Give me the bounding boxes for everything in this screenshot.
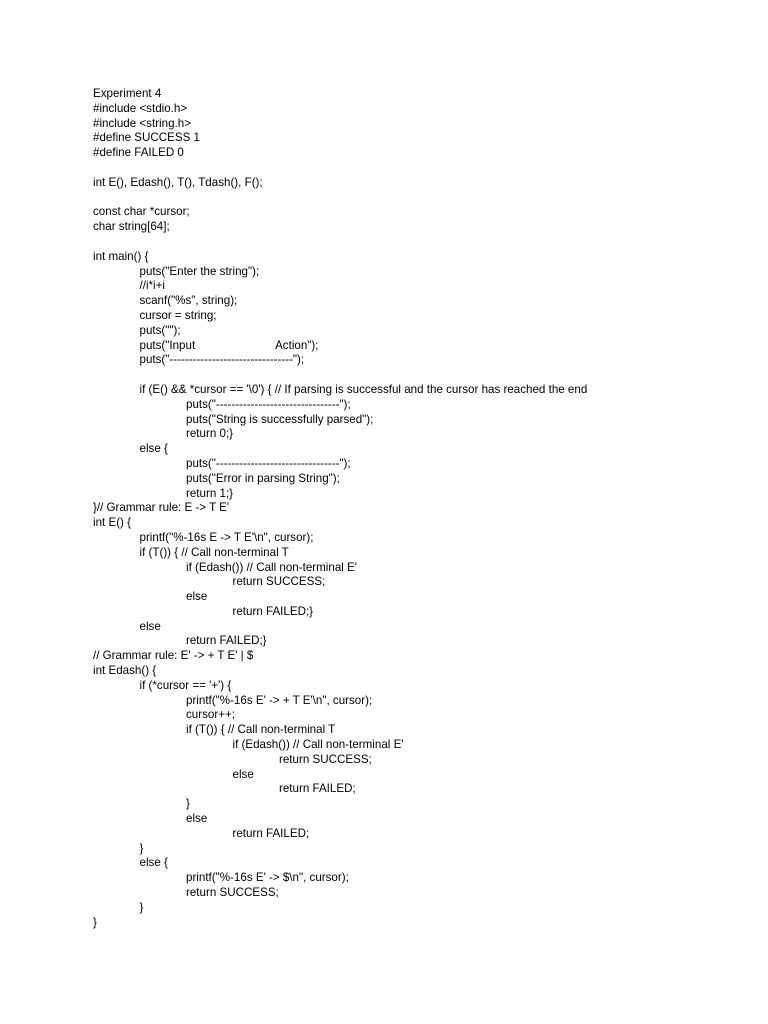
code-line: return FAILED;} xyxy=(232,604,314,618)
code-line: } xyxy=(93,915,97,929)
code-line: cursor = string; xyxy=(139,308,217,322)
code-line: return FAILED;} xyxy=(186,634,267,648)
code-line: const char *cursor; xyxy=(93,205,190,219)
code-line: if (Edash()) // Call non-terminal E' xyxy=(186,560,358,574)
code-line: } xyxy=(186,797,190,811)
code-line: if (E() && *cursor == '\0') { // If parsing is successful and the cursor has reached the end xyxy=(139,382,588,396)
code-line: else xyxy=(139,619,161,633)
code-line: return SUCCESS; xyxy=(279,752,372,766)
code-line: puts("Enter the string"); xyxy=(139,264,260,278)
code-listing xyxy=(93,87,733,930)
blank-line xyxy=(93,161,733,176)
code-line: } xyxy=(139,841,144,855)
code-line: return FAILED; xyxy=(232,826,310,840)
code-line: else xyxy=(232,767,254,781)
code-line: int Edash() { xyxy=(93,664,157,678)
code-line: scanf("%s", string); xyxy=(139,294,238,308)
code-line: puts("Input Action"); xyxy=(139,338,319,352)
code-line: printf("%-16s E -> T E'\n", cursor); xyxy=(139,530,314,544)
code-line: if (*cursor == '+') { xyxy=(139,678,232,692)
code-line: return FAILED; xyxy=(279,782,356,796)
code-line: }// Grammar rule: E -> T E' xyxy=(93,501,230,515)
code-line: cursor++; xyxy=(186,708,235,722)
code-line: return 0;} xyxy=(186,427,234,441)
code-line: printf("%-16s E' -> + T E'\n", cursor); xyxy=(186,693,373,707)
code-line: if (T()) { // Call non-terminal T xyxy=(139,545,289,559)
code-line: if (T()) { // Call non-terminal T xyxy=(186,723,336,737)
code-line: #include <string.h> xyxy=(93,116,191,130)
blank-line xyxy=(93,235,733,250)
blank-line xyxy=(93,191,733,206)
blank-line xyxy=(93,368,733,383)
code-line: int E(), Edash(), T(), Tdash(), F(); xyxy=(93,175,263,189)
code-line: puts("--------------------------------"); xyxy=(186,456,351,470)
document-title: Experiment 4 xyxy=(93,87,162,100)
code-line: puts("Error in parsing String"); xyxy=(186,471,340,485)
code-line: else xyxy=(186,812,208,826)
code-line: // Grammar rule: E' -> + T E' | $ xyxy=(93,649,254,663)
code-line: else { xyxy=(139,442,168,456)
code-line: return SUCCESS; xyxy=(186,886,279,900)
code-line: if (Edash()) // Call non-terminal E' xyxy=(232,738,404,752)
code-line: } xyxy=(139,900,144,914)
code-line: int main() { xyxy=(93,249,149,263)
code-line: puts("String is successfully parsed"); xyxy=(186,412,374,426)
code-line: int E() { xyxy=(93,516,132,530)
code-line: puts("--------------------------------"); xyxy=(139,353,305,367)
code-line: #include <stdio.h> xyxy=(93,101,188,115)
code-line: else xyxy=(186,590,208,604)
code-line: #define SUCCESS 1 xyxy=(93,131,200,145)
code-line: #define FAILED 0 xyxy=(93,146,184,160)
code-line: puts(""); xyxy=(139,323,181,337)
code-line: puts("--------------------------------"); xyxy=(186,397,351,411)
code-line: printf("%-16s E' -> $\n", cursor); xyxy=(186,871,349,885)
code-line: //i*i+i xyxy=(139,279,165,293)
code-line: char string[64]; xyxy=(93,220,170,234)
code-line: return SUCCESS; xyxy=(232,575,326,589)
code-line: return 1;} xyxy=(186,486,234,500)
code-line: else { xyxy=(139,856,168,870)
